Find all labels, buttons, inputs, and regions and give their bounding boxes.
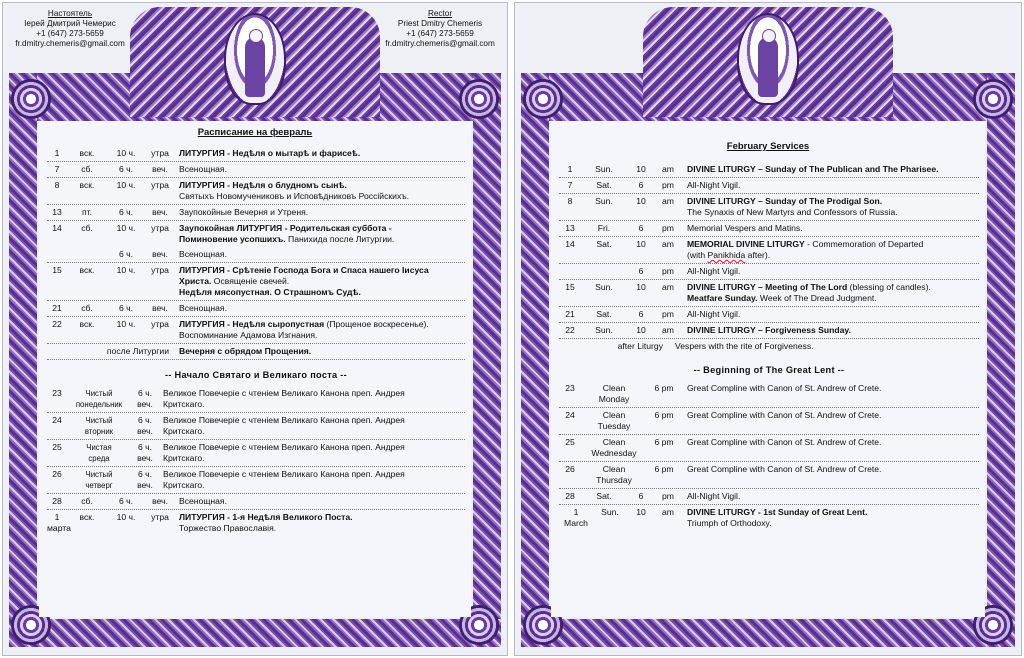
page-title: February Services [726,141,810,152]
time-cell: 6 [638,309,644,319]
time-cell: 6 [638,491,644,501]
table-row [559,408,979,435]
period-cell: утра [151,180,169,190]
service-cell: All-Night Vigil. [687,491,741,501]
date-cell: 1 [54,148,60,158]
date-cell: 26 [52,469,62,479]
weekday-cell: вск. [79,265,95,275]
weekday-cell: Sun. [595,325,613,335]
header-phone: +1 (647) 273-5659 [406,29,474,38]
theotokos-figure-icon [758,37,778,97]
table-row [559,381,979,408]
time-cell: 10 ч. [116,148,136,158]
service-cell: Всенощная. [179,249,227,259]
service-cell: Great Compline with Canon of St. Andrew of Crete. [687,464,882,474]
table-row [559,339,979,355]
table-row [47,205,465,221]
date-cell: 28 [565,491,575,501]
service-title: DIVINE LITURGY - 1st Sunday of Great Lent. [687,507,868,517]
month-line: March [564,518,588,528]
weekday-line: Tuesday [597,421,631,431]
service-cell: Всенощная. [179,496,227,506]
service-note: (blessing of candles). [847,282,931,292]
service-cell: All-Night Vigil. [687,180,741,190]
time-cell: 10 ч. [116,512,136,522]
date-cell: 23 [565,383,575,393]
date-cell [559,266,581,277]
header-email[interactable]: fr.dmitry.chemeris@gmail.com [15,39,125,48]
weekday-cell [67,469,131,491]
service-cell [681,239,979,261]
period-cell: am [662,164,674,174]
header-name: Priest Dmitry Chemeris [397,19,483,28]
service-cell [681,507,979,529]
rosette-icon [523,79,563,119]
time-cell: 10 ч. [116,223,136,233]
period-cell: pm [662,309,674,319]
date-cell: 25 [52,442,62,452]
schedule-table [39,146,471,536]
date-cell: 24 [52,415,62,425]
table-row [47,413,465,440]
weekday-line: Monday [598,394,630,404]
service-cell [159,415,465,437]
ornament-bottom-border [521,619,1015,647]
table-row [47,317,465,344]
time-cell [131,388,159,410]
service-title: Meatfare Sunday. [687,293,758,303]
period-cell: pm [662,491,674,501]
service-note: (with [687,250,708,260]
period-cell: утра [151,265,169,275]
period-line: веч. [137,399,153,409]
service-note: Week of The Dread Judgment. [757,293,877,303]
weekday-cell: сб. [81,223,93,233]
service-title: DIVINE LITURGY – Meeting of The Lord [687,282,848,292]
weekday-cell [581,383,647,405]
ornament-bottom-border [9,619,501,647]
weekday-line: Wednesday [591,448,637,458]
table-row [47,510,465,536]
period-line: веч. [137,480,153,490]
table-row [559,435,979,462]
weekday-cell: пт. [81,207,93,217]
service-line: Критскаго. [163,480,205,490]
service-cell: Memorial Vespers and Matins. [687,223,803,233]
weekday-line: Чистый [85,389,113,398]
theotokos-icon [224,13,286,105]
weekday-cell: Sun. [595,164,613,174]
date-cell: 15 [565,282,575,292]
theotokos-icon [737,13,799,105]
date-cell: 7 [54,164,60,174]
time-cell [131,442,159,464]
service-title: ЛИТУРГИЯ - 1-я Недѣля Великого Поста. [179,512,353,522]
service-note: Освященіе свечей. [211,276,290,286]
service-title: ЛИТУРГИЯ - Недѣля сыропустная [179,319,325,329]
date-cell: 22 [52,319,62,329]
header-right [379,9,501,49]
weekday-cell: Sat. [596,309,612,319]
time-line: 6 ч. [137,388,153,398]
weekday-line: вторник [84,427,114,436]
weekday-cell [67,388,131,410]
weekday-cell [67,415,131,437]
table-row [559,237,979,264]
weekday-line: Clean [602,437,626,447]
service-line: Критскаго. [163,453,205,463]
service-cell: Всенощная. [179,164,227,174]
date-cell: 28 [52,496,62,506]
weekday-line: Чистый [85,416,113,425]
time-cell: 10 ч. [116,319,136,329]
ornament-right-border [473,73,501,647]
page-title: Расписание на февраль [197,127,313,138]
time-cell: 6 [638,180,644,190]
weekday-cell: вск. [79,148,95,158]
service-cell: Vespers with the rite of Forgiveness. [675,341,814,351]
date-cell: 21 [565,309,575,319]
service-title: ЛИТУРГИЯ - Недѣля о блудномъ сынѣ. [179,180,347,190]
weekday-line: Thursday [596,475,632,485]
time-cell [131,469,159,491]
service-cell: Great Compline with Canon of St. Andrew of Crete. [687,383,882,393]
service-cell [159,442,465,464]
date-cell [47,249,67,260]
service-cell [159,388,465,410]
date-cell: 15 [52,265,62,275]
date-cell: 23 [52,388,62,398]
time-cell: 6 ч. [118,249,134,259]
date-cell: 8 [567,196,573,206]
header-title: Настоятель [47,9,93,18]
service-line: Великое Повечеріе с чтеніем Великаго Канона преп. Андрея [163,469,405,479]
weekday-cell [67,442,131,464]
table-row [559,462,979,489]
weekday-cell: сб. [81,303,93,313]
period-cell: веч. [152,249,168,259]
weekday-line: среда [88,454,110,463]
time-cell: 6 ч. [118,207,134,217]
weekday-cell [67,249,107,260]
schedule-content [551,121,985,617]
weekday-cell: вск. [79,319,95,329]
header-name: Iерей Дмитрий Чемерис [24,19,116,28]
period-cell: pm [662,223,674,233]
period-cell: am [662,239,674,249]
time-cell: 10 [636,325,646,335]
date-cell: 24 [565,410,575,420]
table-row [47,221,465,247]
header-left [9,9,131,49]
theotokos-figure-icon [245,37,265,97]
period-cell: веч. [152,303,168,313]
service-cell [681,196,979,218]
period-cell: веч. [152,207,168,217]
section-heading: -- Начало Святаго и Великаго поста -- [164,370,348,380]
time-cell: 6 pm [654,464,674,474]
service-line: Критскаго. [163,426,205,436]
period-cell: утра [151,319,169,329]
table-row [47,162,465,178]
service-title: Христа. [179,276,212,286]
date-cell: 7 [567,180,573,190]
time-cell: 10 ч. [116,180,136,190]
service-cell [159,469,465,491]
service-note: (Прощеное воскресенье). [324,319,429,329]
table-row [47,301,465,317]
service-note: after). [745,250,771,260]
table-row [559,280,979,307]
date-cell: 25 [565,437,575,447]
schedule-content [39,121,471,617]
russian-schedule-page [2,2,508,656]
date-cell: 1 [567,164,573,174]
rosette-icon [973,79,1013,119]
table-row [559,307,979,323]
service-note: Святыхъ Новомучениковъ и Исповѣдниковъ Россійскихъ. [179,191,410,201]
table-row [559,489,979,505]
period-line: веч. [137,453,153,463]
weekday-cell [581,464,647,486]
service-cell: Great Compline with Canon of St. Andrew of Crete. [687,410,882,420]
service-cell [175,512,465,534]
service-title: Поминовение усопшихъ. [179,234,286,244]
period-cell: утра [151,223,169,233]
time-cell: 6 [638,266,644,276]
period-cell: pm [662,180,674,190]
table-row [559,221,979,237]
service-line: Великое Повечеріе с чтеніем Великаго Канона преп. Андрея [163,442,405,452]
weekday-cell: сб. [81,164,93,174]
weekday-cell [581,437,647,459]
time-cell: 10 [636,239,646,249]
table-row [47,247,465,263]
time-cell: 6 [638,223,644,233]
service-note: Панихида после Литургии. [285,234,395,244]
date-cell [47,512,71,534]
period-cell: утра [151,148,169,158]
table-row [47,467,465,494]
time-cell: 6 pm [654,437,674,447]
service-cell [175,265,465,298]
period-line: веч. [137,426,153,436]
weekday-line: четверг [85,481,113,490]
service-title: ЛИТУРГИЯ - Срѣтеніе Господа Бога и Спаса нашего Іисуса [179,265,429,275]
period-cell: pm [662,266,674,276]
service-line: Критскаго. [163,399,205,409]
service-cell: All-Night Vigil. [687,266,741,276]
period-cell: утра [151,512,169,522]
service-cell: Great Compline with Canon of St. Andrew of Crete. [687,437,882,447]
table-row [559,194,979,221]
weekday-line: Чистый [85,470,113,479]
ornament-right-border [987,73,1015,647]
service-note: - Commemoration of Departed [804,239,924,249]
date-cell: 8 [54,180,60,190]
weekday-line: Clean [602,410,626,420]
weekday-line: Clean [602,383,626,393]
weekday-cell: Sun. [595,282,613,292]
ornament-left-border [521,73,549,647]
period-cell: am [662,196,674,206]
date-cell: 21 [52,303,62,313]
table-row [47,494,465,510]
table-row [559,264,979,280]
header-phone: +1 (647) 273-5659 [36,29,104,38]
weekday-cell [581,266,627,277]
date-cell: 13 [52,207,62,217]
time-cell: 6 ч. [118,303,134,313]
period-cell: am [662,507,674,517]
time-line: 6 ч. [137,442,153,452]
weekday-cell [581,410,647,432]
rosette-icon [11,79,51,119]
time-cell: 6 ч. [118,496,134,506]
table-row [559,505,979,531]
service-line: Великое Повечеріе с чтеніем Великаго Канона преп. Андрея [163,388,405,398]
service-cell [175,319,465,341]
weekday-cell: Sat. [596,491,612,501]
service-cell [175,223,465,245]
weekday-cell: Sat. [596,180,612,190]
weekday-cell: вск. [79,512,95,522]
date-cell: 14 [565,239,575,249]
period-cell: веч. [152,164,168,174]
month-line: марта [47,523,71,533]
table-row [47,178,465,205]
time-cell: 10 [636,164,646,174]
header-title: Rector [427,9,453,18]
table-row [559,323,979,339]
service-note: Торжество Православія. [179,523,277,533]
date-cell: 22 [565,325,575,335]
service-cell: ЛИТУРГИЯ - Недѣля о мытарѣ и фарисеѣ. [179,148,361,158]
service-title: DIVINE LITURGY – Sunday of The Prodigal Son. [687,196,883,206]
table-row [559,178,979,194]
section-heading: -- Beginning of The Great Lent -- [693,365,845,375]
time-cell: 10 [636,507,646,517]
time-cell: 6 ч. [118,164,134,174]
service-note: The Synaxis of New Martyrs and Confessors of Russia. [687,207,898,217]
service-title: Недѣля мясопустная. О Страшномъ Судѣ. [179,287,361,297]
service-line: Великое Повечеріе с чтеніем Великаго Канона преп. Андрея [163,415,405,425]
english-schedule-page [514,2,1022,656]
service-cell: DIVINE LITURGY – Sunday of The Publican and The Pharisee. [687,164,939,174]
service-cell: Всенощная. [179,303,227,313]
period-cell: am [662,325,674,335]
time-cell: 6 pm [654,383,674,393]
weekday-cell: Fri. [597,223,611,233]
after-liturgy-cell: after Liturgy [617,341,663,351]
rosette-icon [459,79,499,119]
time-cell: 6 pm [654,410,674,420]
date-line: 1 [54,512,60,522]
table-row [47,344,465,360]
time-cell: 10 [636,282,646,292]
period-cell: am [662,282,674,292]
after-liturgy-cell: после Литургии [106,346,169,356]
service-cell: Вечерня с обрядом Прощения. [179,346,312,356]
schedule-table [551,162,985,531]
ornament-left-border [9,73,37,647]
date-cell: 26 [565,464,575,474]
service-cell: All-Night Vigil. [687,309,741,319]
date-line: 1 [573,507,579,517]
time-line: 6 ч. [137,415,153,425]
weekday-cell: Sun. [601,507,619,517]
spellcheck-word: Panikhida [707,250,746,260]
weekday-line: понедельник [75,400,123,409]
service-cell [681,282,979,304]
table-row [47,263,465,301]
date-cell: 14 [52,223,62,233]
date-cell [559,507,593,529]
service-note: Воспоминание Адамова Изгнания. [179,330,318,340]
table-row [559,162,979,178]
header-email[interactable]: fr.dmitry.chemeris@gmail.com [385,39,495,48]
service-title: MEMORIAL DIVINE LITURGY [687,239,805,249]
service-note: Triumph of Orthodoxy. [687,518,772,528]
weekday-cell: вск. [79,180,95,190]
service-cell [175,180,465,202]
table-row [47,386,465,413]
table-row [47,440,465,467]
weekday-line: Чистая [86,443,112,452]
weekday-cell: Sat. [596,239,612,249]
weekday-line: Clean [602,464,626,474]
period-cell: веч. [152,496,168,506]
service-title: Заупокойная ЛИТУРГИЯ - Родительская суббота - [179,223,392,233]
weekday-cell: Sun. [595,196,613,206]
date-cell: 13 [565,223,575,233]
time-line: 6 ч. [137,469,153,479]
time-cell: 10 [636,196,646,206]
time-cell: 10 ч. [116,265,136,275]
service-cell: Заупокойные Вечерня и Утреня. [179,207,309,217]
time-cell [131,415,159,437]
service-cell: DIVINE LITURGY – Forgiveness Sunday. [687,325,851,335]
table-row [47,146,465,162]
weekday-cell: сб. [81,496,93,506]
